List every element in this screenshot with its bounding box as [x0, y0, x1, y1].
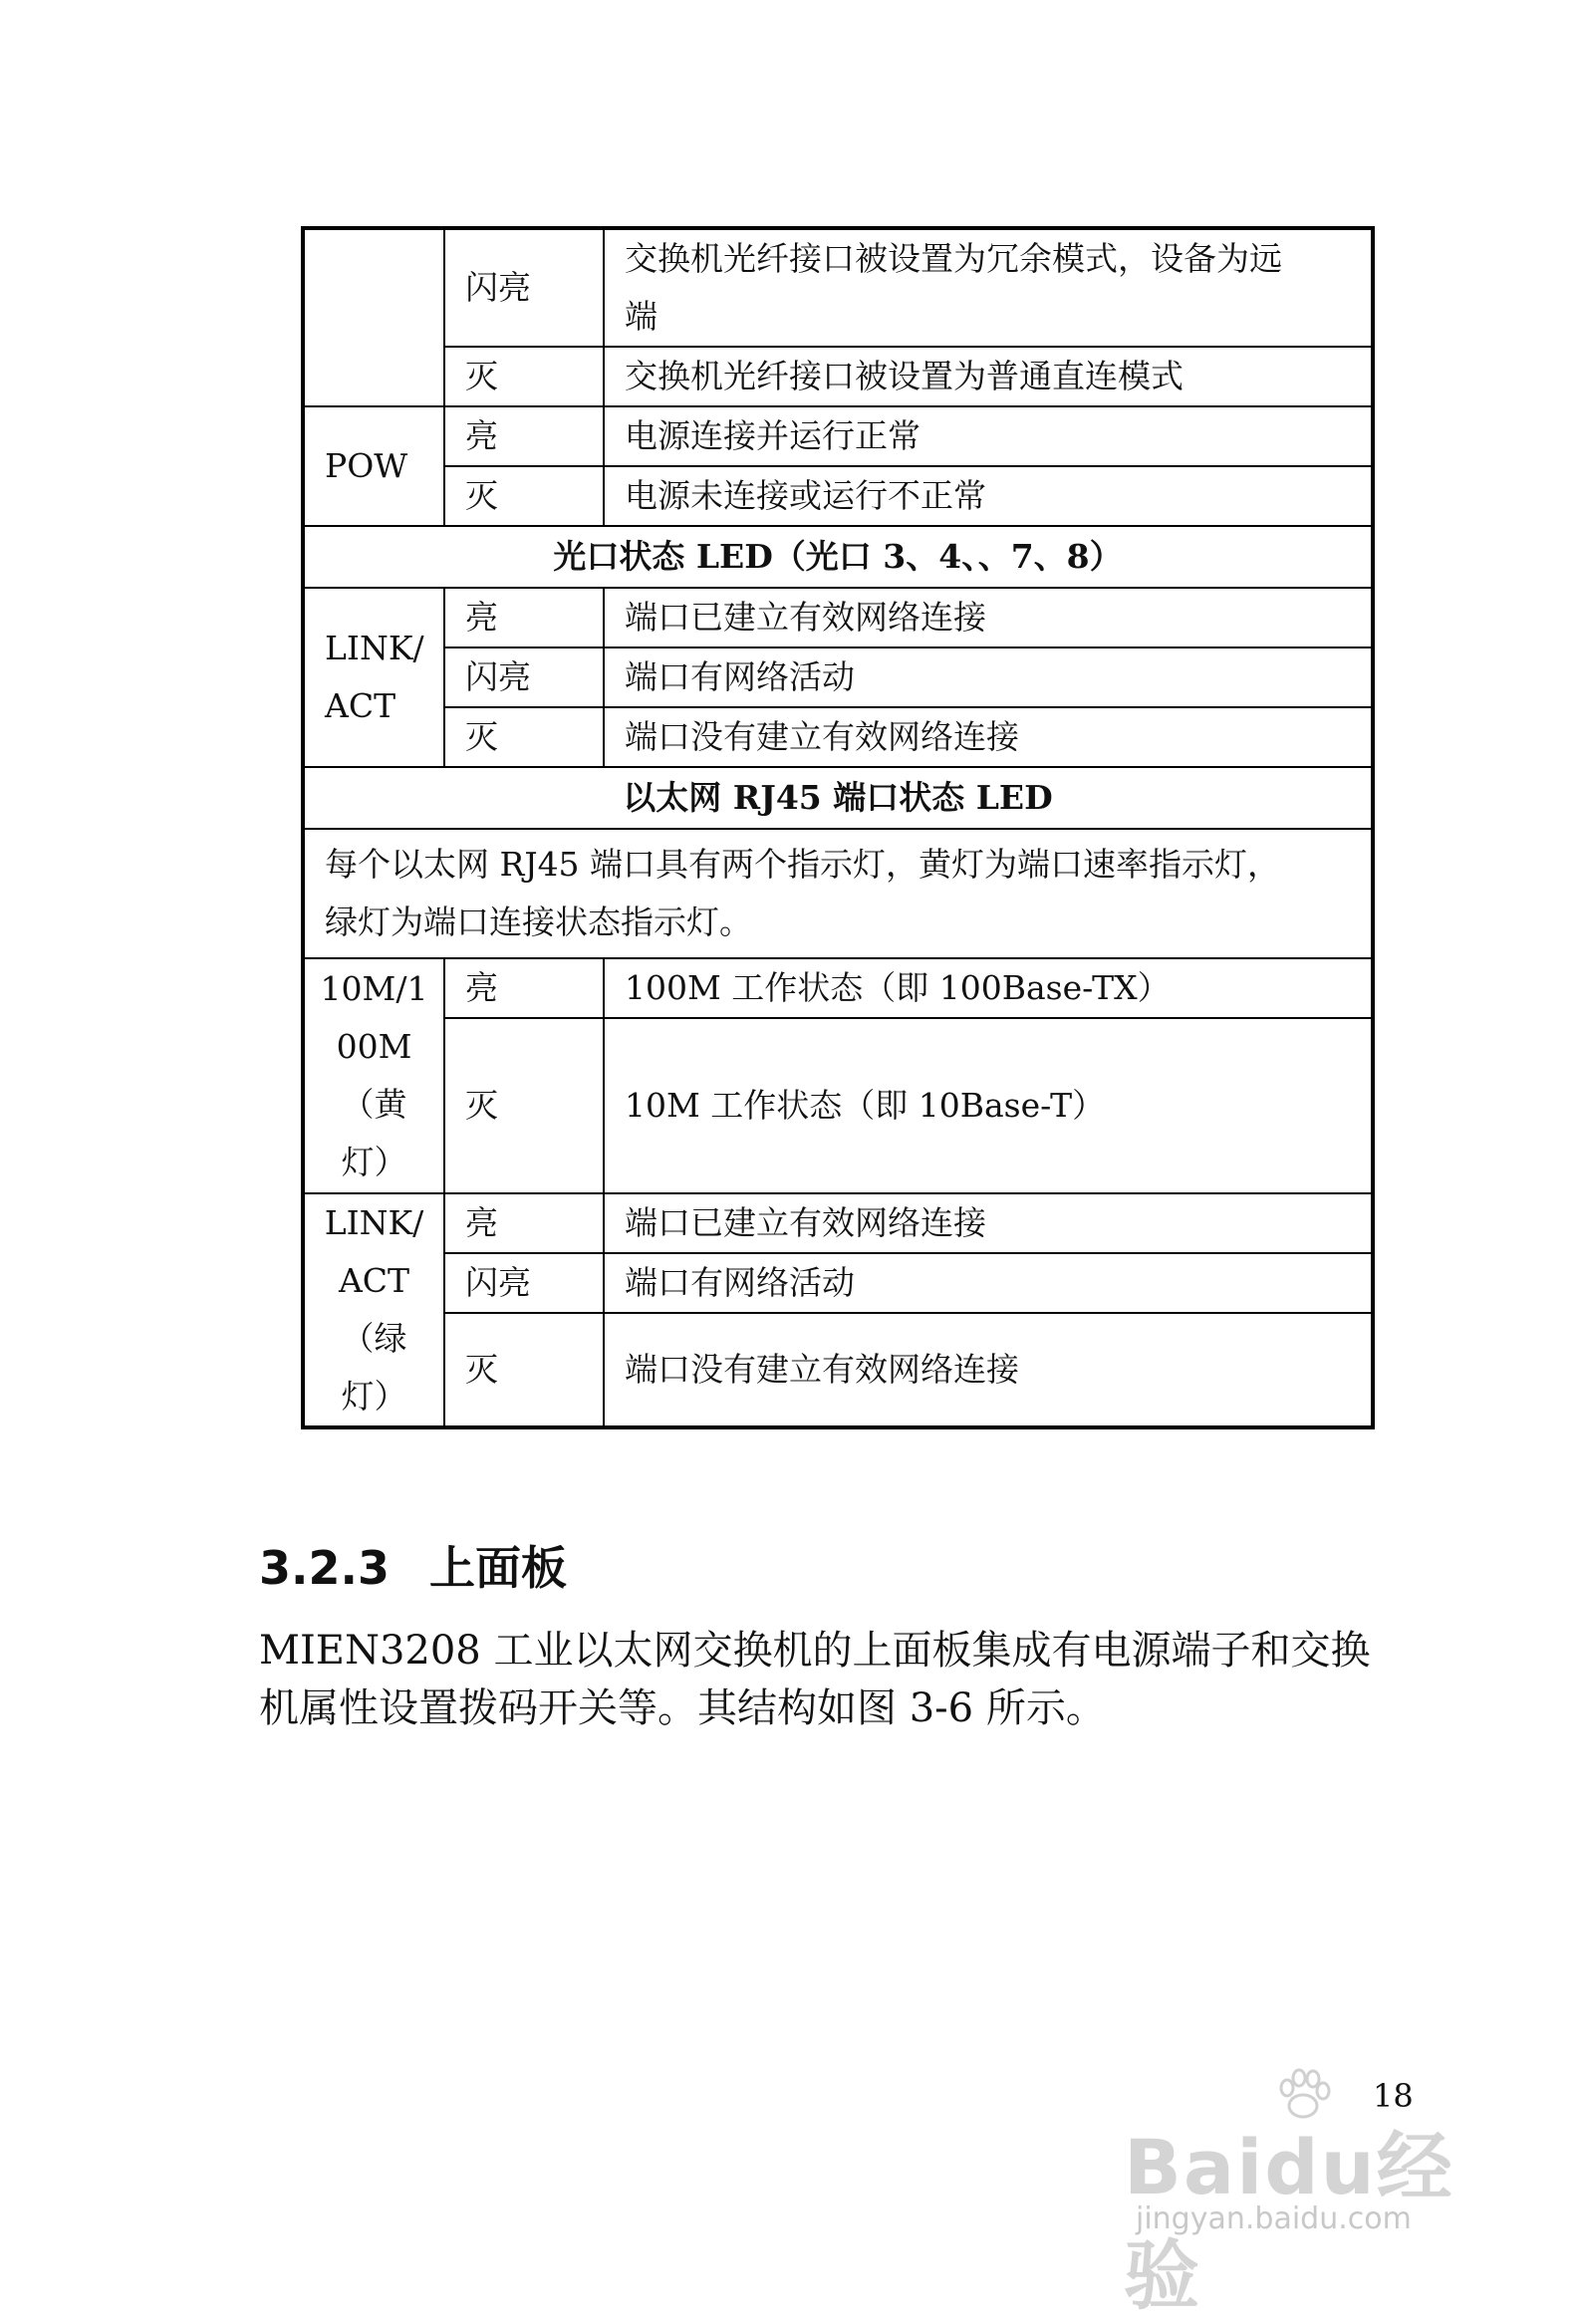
table-row: [303, 1193, 1373, 1253]
table-row: [303, 466, 1373, 526]
baidu-watermark: [1116, 2052, 1494, 2320]
led-name-line: （绿: [341, 1319, 407, 1358]
table-row: [303, 958, 1373, 1018]
led-desc-cell: 10M 工作状态（即 10Base-T）: [604, 1018, 1373, 1193]
table-row: [303, 647, 1373, 707]
led-desc-cell: 端口没有建立有效网络连接: [604, 1313, 1373, 1427]
section-number: 3.2.3: [259, 1541, 390, 1595]
table-row: [303, 1313, 1373, 1427]
led-desc-cell: 100M 工作状态（即 100Base-TX）: [604, 958, 1373, 1018]
rj45-note-line: 每个以太网 RJ45 端口具有两个指示灯，黄灯为端口速率指示灯，: [325, 845, 1281, 884]
table-row: [303, 1018, 1373, 1193]
led-desc-cell: [604, 228, 1373, 347]
led-name-line: （黄: [341, 1085, 407, 1124]
led-state-cell: 闪亮: [444, 228, 604, 347]
led-name-line: 00M: [336, 1027, 412, 1066]
rj45-led-header: 以太网 RJ45 端口状态 LED: [303, 767, 1373, 829]
led-desc-cell: 端口已建立有效网络连接: [604, 588, 1373, 647]
led-desc-cell: 交换机光纤接口被设置为普通直连模式: [604, 347, 1373, 406]
table-row: [303, 707, 1373, 767]
led-state-cell: 灭: [444, 1313, 604, 1427]
led-desc-cell: 端口有网络活动: [604, 647, 1373, 707]
led-name-speed: [303, 958, 444, 1193]
section-heading: [259, 1532, 567, 1598]
led-name-link-act: [303, 1193, 444, 1427]
rj45-note: [303, 829, 1373, 958]
led-desc-line: 交换机光纤接口被设置为冗余模式，设备为远: [625, 239, 1282, 278]
led-desc-cell: 电源未连接或运行不正常: [604, 466, 1373, 526]
led-desc-cell: 端口有网络活动: [604, 1253, 1373, 1313]
table-row: [303, 347, 1373, 406]
led-name-line: LINK/: [325, 629, 424, 667]
led-name-line: ACT: [338, 1261, 410, 1300]
table-row: [303, 588, 1373, 647]
rj45-note-line: 绿灯为端口连接状态指示灯。: [325, 903, 752, 941]
led-state-cell: 亮: [444, 958, 604, 1018]
led-name-line: 灯）: [341, 1377, 407, 1416]
led-desc-cell: 端口已建立有效网络连接: [604, 1193, 1373, 1253]
led-state-cell: 灭: [444, 347, 604, 406]
led-state-cell: 灭: [444, 707, 604, 767]
led-name-pow: POW: [303, 406, 444, 526]
paragraph-line: MIEN3208 工业以太网交换机的上面板集成有电源端子和交换: [259, 1628, 1371, 1674]
led-desc-cell: 端口没有建立有效网络连接: [604, 707, 1373, 767]
led-state-cell: 闪亮: [444, 647, 604, 707]
paragraph-line: 机属性设置拨码开关等。其结构如图 3-6 所示。: [259, 1685, 1106, 1731]
table-row: [303, 1253, 1373, 1313]
table-row: [303, 228, 1373, 347]
led-state-cell: 亮: [444, 588, 604, 647]
led-name-line: 10M/1: [320, 969, 428, 1008]
optical-led-header: 光口状态 LED（光口 3、4、、7、8）: [303, 526, 1373, 588]
led-desc-line: 端: [625, 297, 658, 336]
page-number: 18: [1373, 2077, 1414, 2115]
led-state-cell: 闪亮: [444, 1253, 604, 1313]
table-section-row: [303, 767, 1373, 829]
led-name-line: ACT: [325, 686, 396, 725]
table-section-row: [303, 526, 1373, 588]
led-desc-cell: 电源连接并运行正常: [604, 406, 1373, 466]
led-state-cell: 亮: [444, 1193, 604, 1253]
section-paragraph: [259, 1622, 1425, 1737]
led-state-cell: 灭: [444, 466, 604, 526]
table-note-row: [303, 829, 1373, 958]
led-name-line: 灯）: [341, 1143, 407, 1181]
led-name-line: LINK/: [324, 1203, 424, 1242]
led-name-optical-link-act: [303, 588, 444, 767]
led-state-cell: 亮: [444, 406, 604, 466]
led-name-cell-empty: [303, 228, 444, 406]
watermark-url: jingyan.baidu.com: [1136, 2201, 1412, 2236]
led-status-table: [301, 226, 1375, 1429]
table-row: [303, 406, 1373, 466]
section-title: 上面板: [428, 1541, 567, 1595]
watermark-logo: Baidu经验: [1124, 2123, 1454, 2320]
led-state-cell: 灭: [444, 1018, 604, 1193]
